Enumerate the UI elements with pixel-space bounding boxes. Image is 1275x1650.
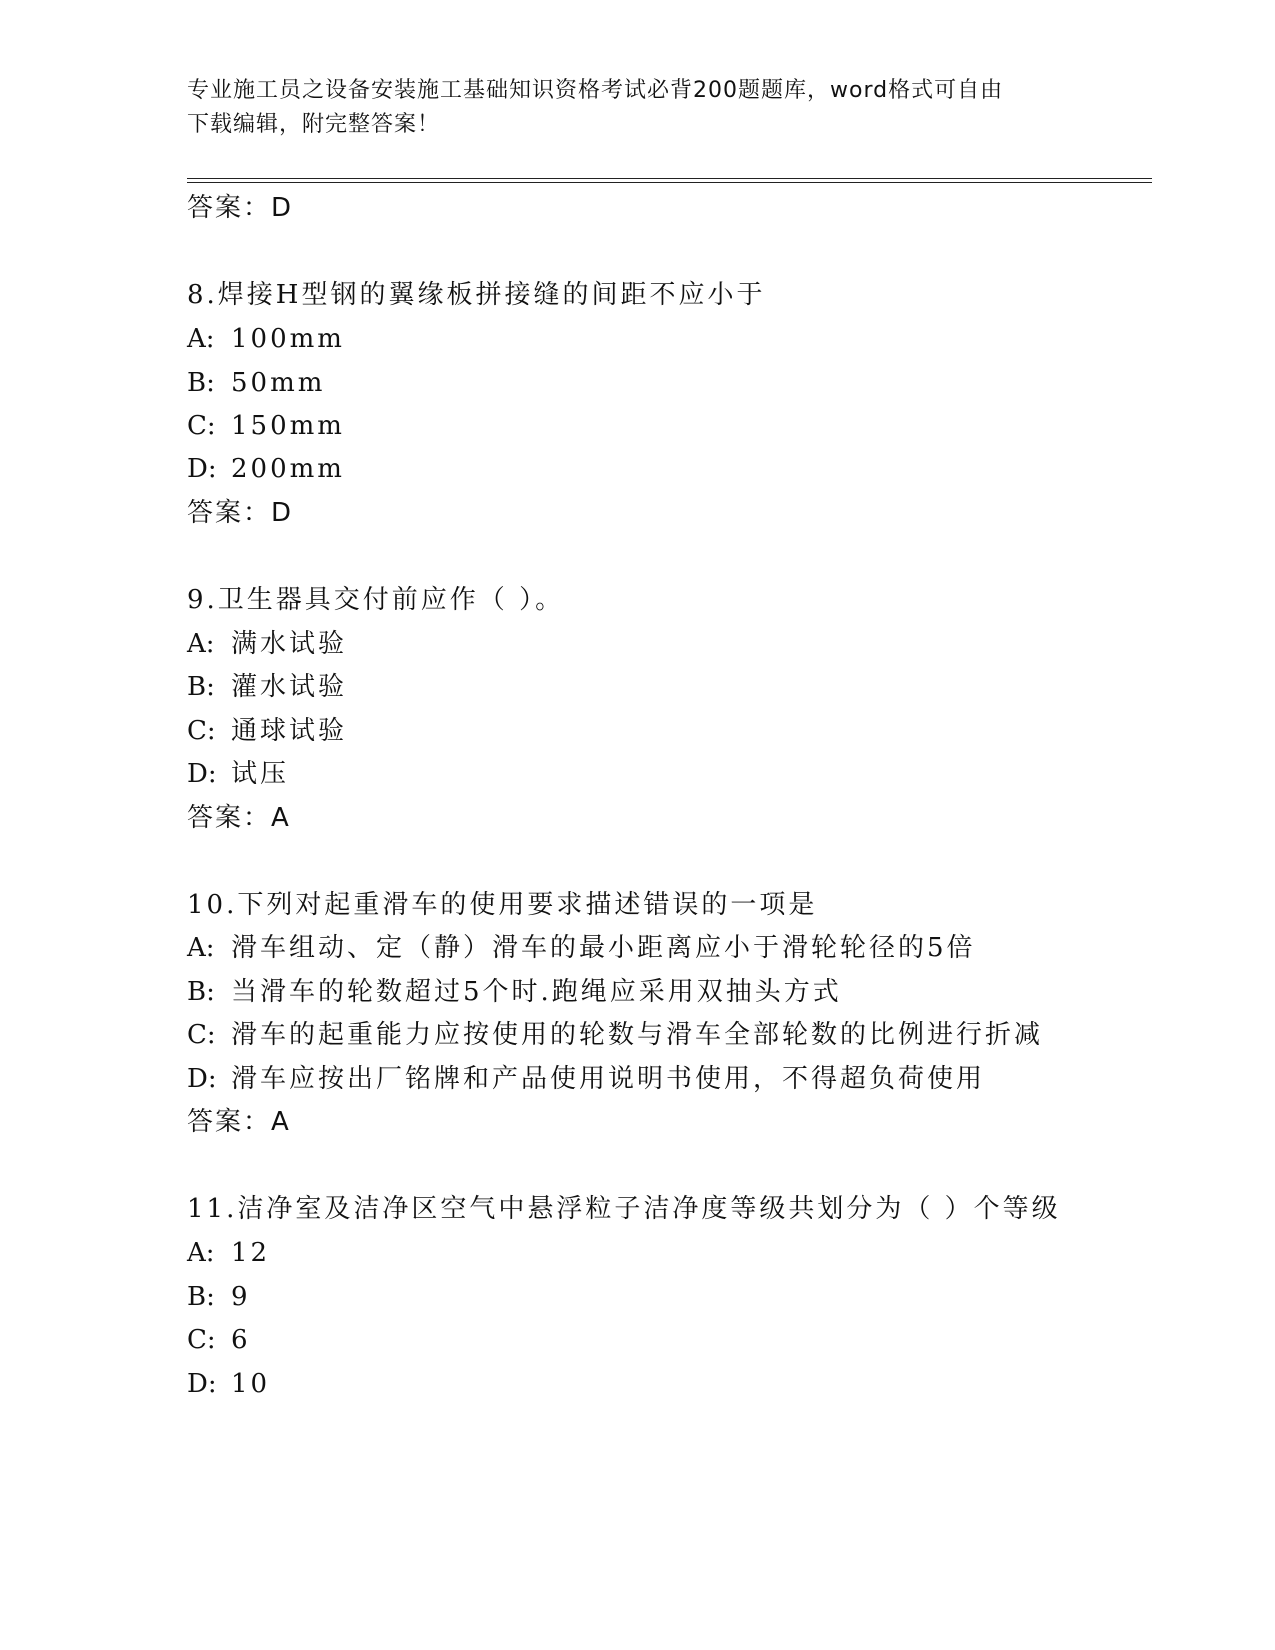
document-header: [187, 74, 1087, 142]
option-key: C:: [187, 411, 216, 441]
option-key: C:: [187, 1325, 216, 1355]
option-text: 满水试验: [231, 629, 348, 659]
option-d: [187, 1063, 985, 1095]
option-b: [187, 671, 347, 703]
option-key: A:: [187, 933, 215, 963]
option-text: 滑车组动、定（静）滑车的最小距离应小于滑轮轮径的5倍: [231, 933, 976, 963]
option-key: D:: [187, 1369, 217, 1399]
option-text: 10: [231, 1369, 271, 1399]
option-c: [187, 715, 347, 747]
option-d: [187, 453, 345, 485]
option-c: [187, 410, 345, 442]
question-stem: 9.卫生器具交付前应作（ ）。: [187, 585, 565, 615]
option-d: [187, 758, 289, 790]
option-text: 当滑车的轮数超过5个时.跑绳应采用双抽头方式: [231, 977, 842, 1007]
option-text: 9: [231, 1282, 251, 1312]
header-line-1: 专业施工员之设备安装施工基础知识资格考试必背200题题库，word格式可自由: [187, 78, 1004, 103]
answer: 答案：D: [187, 498, 294, 528]
option-d: [187, 1368, 270, 1400]
option-text: 滑车的起重能力应按使用的轮数与滑车全部轮数的比例进行折减: [231, 1020, 1044, 1050]
option-text: 滑车应按出厂铭牌和产品使用说明书使用，不得超负荷使用: [231, 1064, 986, 1094]
question-stem: 11.洁净室及洁净区空气中悬浮粒子洁净度等级共划分为（ ）个等级: [187, 1194, 1061, 1224]
option-text: 试压: [231, 759, 290, 789]
header-line-2: 下载编辑，附完整答案！: [187, 112, 441, 137]
option-a: [187, 1237, 270, 1269]
option-c: [187, 1019, 1043, 1051]
header-divider-thick: [187, 182, 1152, 183]
option-text: 50mm: [231, 368, 326, 398]
option-text: 100mm: [231, 324, 345, 354]
option-b: [187, 367, 325, 399]
option-text: 200mm: [231, 454, 345, 484]
option-text: 通球试验: [231, 716, 348, 746]
option-c: [187, 1324, 251, 1356]
option-key: D:: [187, 454, 217, 484]
option-key: B:: [187, 977, 215, 1007]
option-key: B:: [187, 1282, 215, 1312]
option-key: A:: [187, 324, 215, 354]
option-key: B:: [187, 672, 215, 702]
previous-answer: 答案：D: [187, 193, 294, 223]
option-a: [187, 323, 345, 355]
option-text: 150mm: [231, 411, 345, 441]
header-divider: [187, 178, 1152, 179]
option-text: 6: [231, 1325, 251, 1355]
option-key: D:: [187, 759, 217, 789]
option-key: C:: [187, 716, 216, 746]
option-key: B:: [187, 368, 215, 398]
option-key: D:: [187, 1064, 217, 1094]
option-text: 12: [231, 1238, 271, 1268]
option-key: A:: [187, 629, 215, 659]
answer: 答案：A: [187, 803, 291, 833]
option-key: A:: [187, 1238, 215, 1268]
option-b: [187, 976, 842, 1008]
option-a: [187, 932, 976, 964]
option-b: [187, 1281, 251, 1313]
question-stem: 10.下列对起重滑车的使用要求描述错误的一项是: [187, 890, 818, 920]
question-stem: 8.焊接H型钢的翼缘板拼接缝的间距不应小于: [187, 280, 766, 310]
option-text: 灌水试验: [231, 672, 348, 702]
option-key: C:: [187, 1020, 216, 1050]
option-a: [187, 628, 347, 660]
answer: 答案：A: [187, 1107, 291, 1137]
